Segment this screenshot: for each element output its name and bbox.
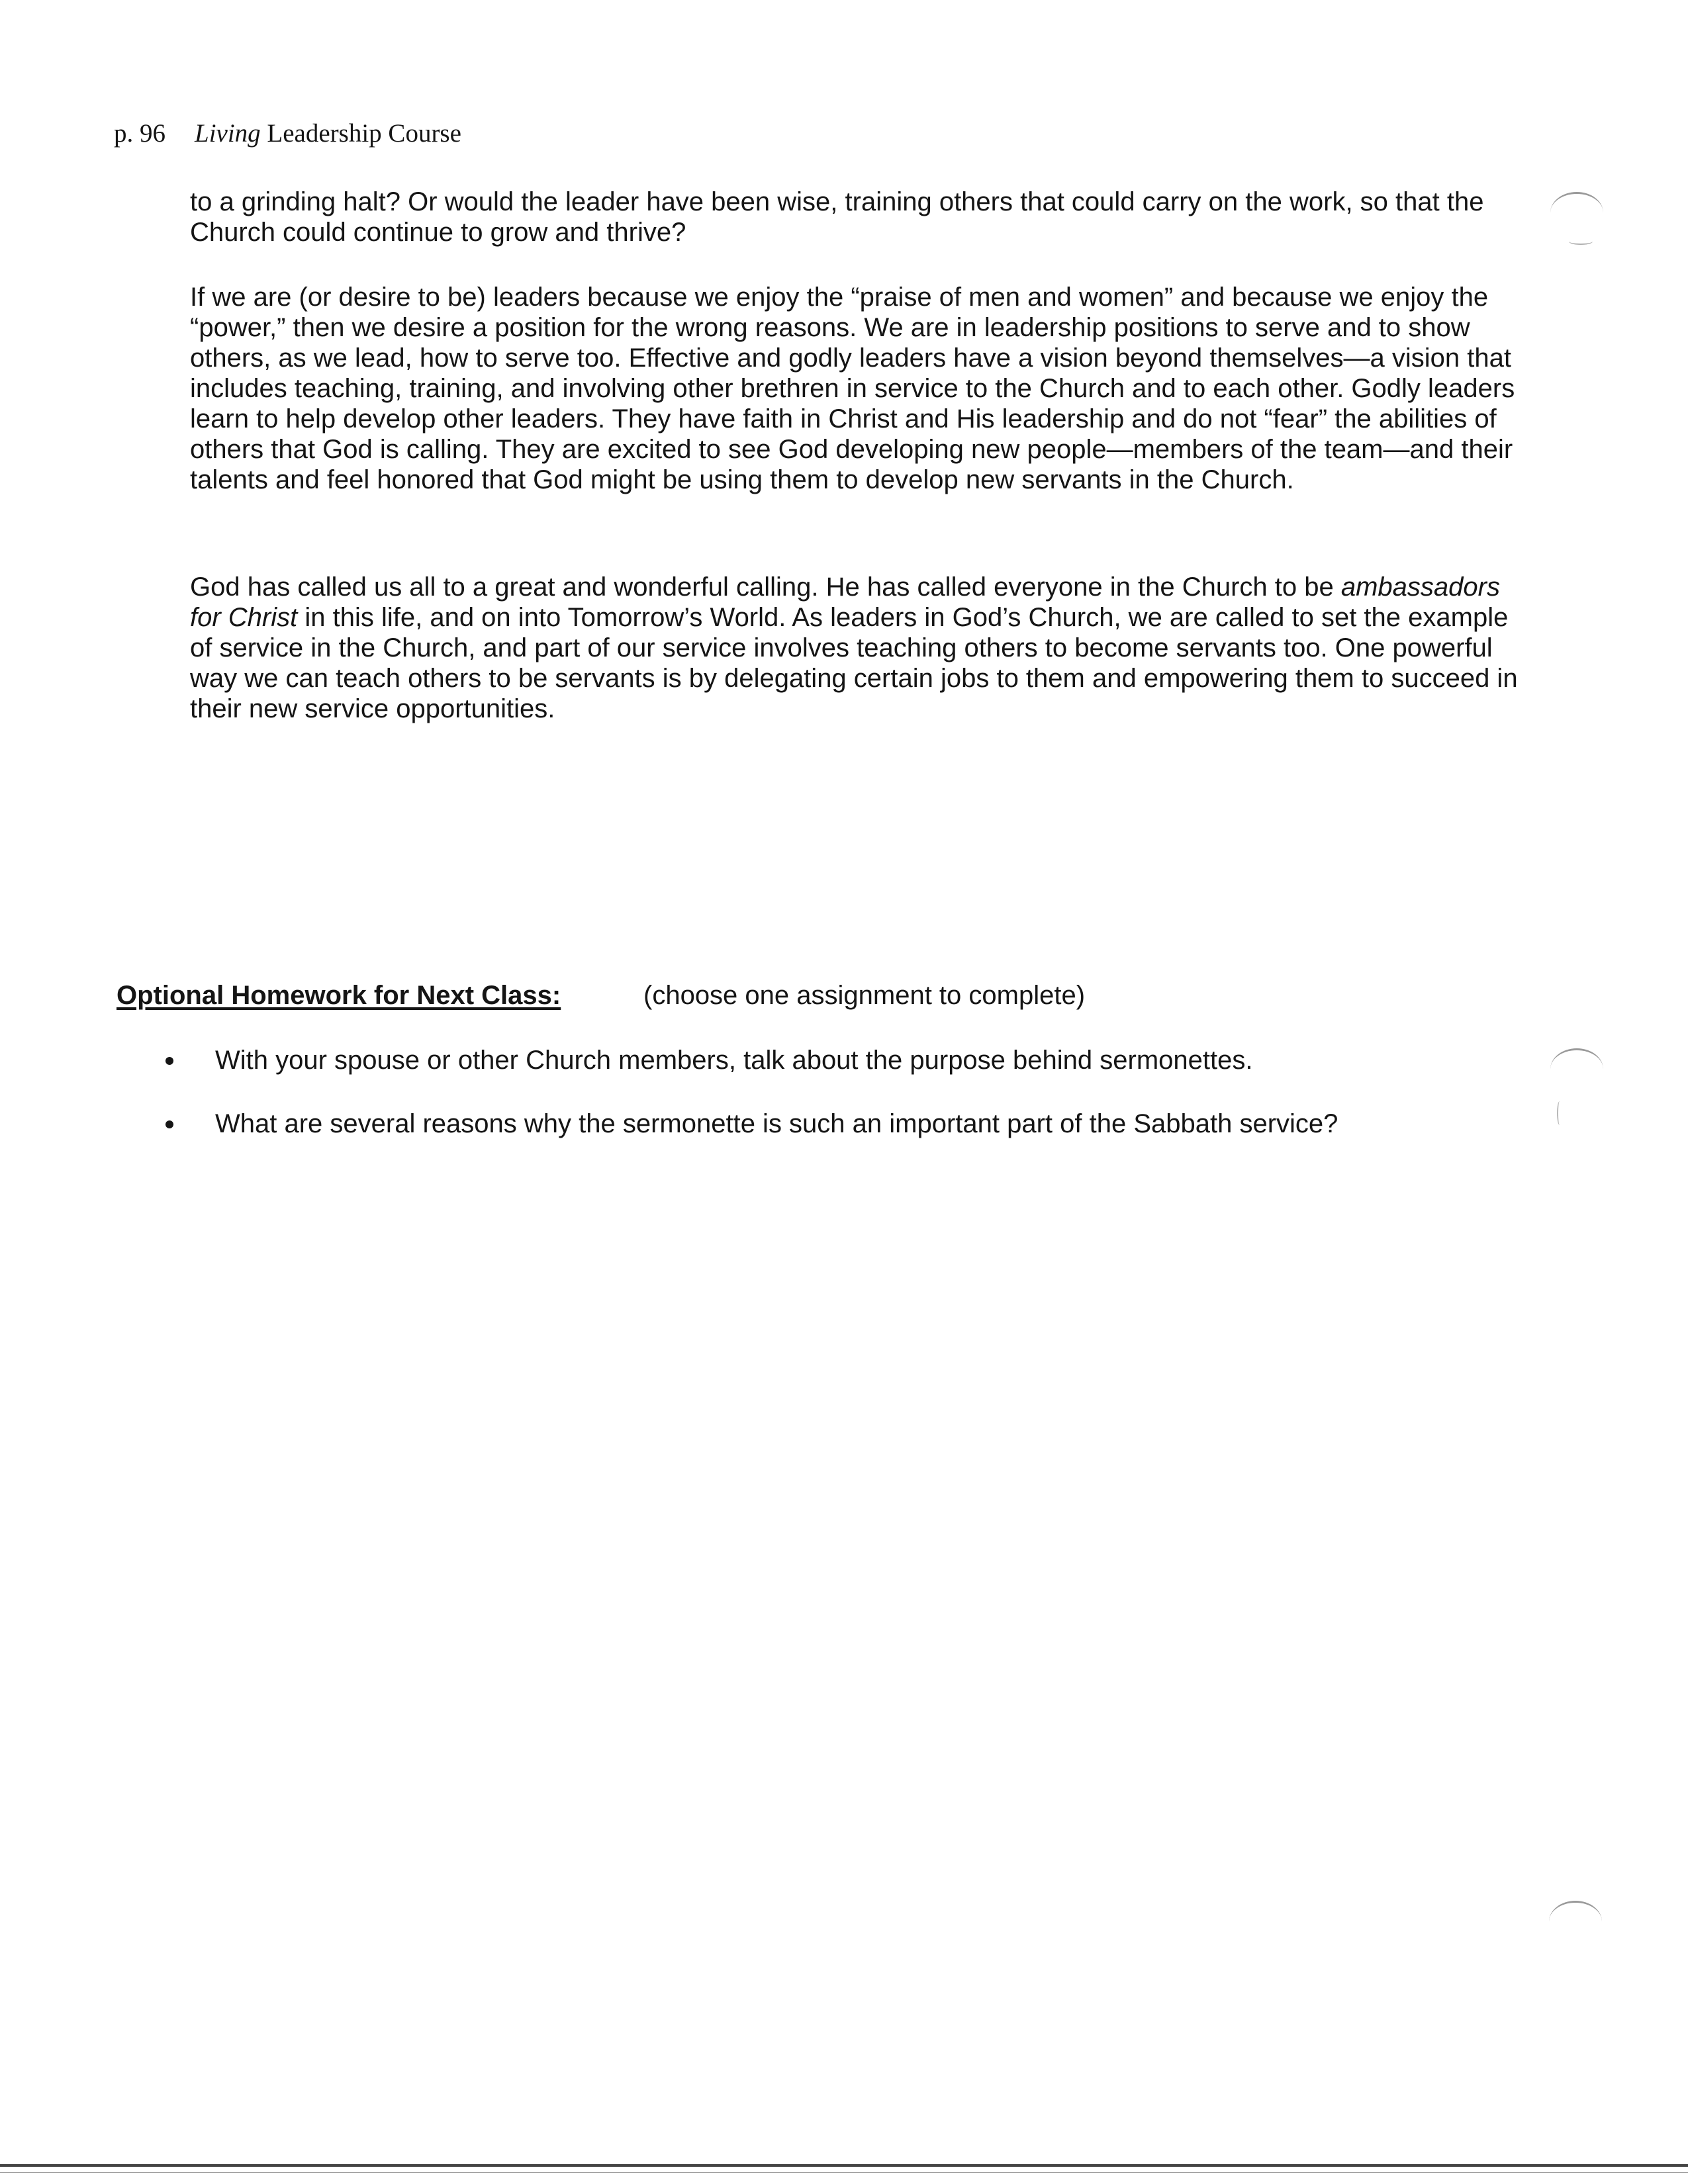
binder-hole-mark [1569, 238, 1593, 245]
page-header [114, 118, 461, 150]
homework-note: (choose one assignment to complete) [643, 981, 1086, 1010]
scan-edge-line [0, 2164, 1688, 2167]
paragraph-3-start: God has called us all to a great and wonderful calling. He has called everyone in the Church to be [190, 572, 1341, 602]
paragraph-2 [190, 282, 1534, 495]
binder-hole-mark [1550, 1048, 1603, 1090]
binder-hole-mark [1550, 192, 1603, 234]
paragraph-1 [190, 187, 1534, 248]
paragraph-3-text [190, 572, 1534, 724]
paragraph-3 [190, 572, 1534, 724]
list-item [159, 1108, 1338, 1140]
paragraph-1-text: to a grinding halt? Or would the leader have been wise, training others that could carry on the work, so that the Church could continue to grow and thrive? [190, 187, 1484, 247]
binder-hole-mark [1549, 1901, 1602, 1942]
page-number: p. 96 [114, 119, 165, 148]
homework-title: Optional Homework for Next Class: [117, 981, 561, 1010]
homework-item-text: What are several reasons why the sermonette is such an important part of the Sabbath service? [215, 1109, 1338, 1138]
homework-item-text: With your spouse or other Church members, talk about the purpose behind sermonettes. [215, 1046, 1253, 1075]
binder-hole-mark [1557, 1101, 1562, 1125]
paragraph-2-text: If we are (or desire to be) leaders because we enjoy the “praise of men and women” and because we enjoy the “power,” then we desire a position for the wrong reasons. We are in leadership positions to serve and to show others, as we lead, how to serve too. Effective and godly leaders have a vision beyond themselves—a vision that includes teaching, training, and involving other brethren in service to the Church and to each other. Godly leaders learn to help develop other leaders. They have faith in Christ and His leadership and do not “fear” the abilities of others that God is calling. They are excited to see God developing new people—members of the team—and their talents and feel honored that God might be using them to develop new servants in the Church. [190, 283, 1515, 494]
bullet-icon [165, 1120, 173, 1128]
course-title-italic: Living [195, 119, 261, 148]
scan-edge-line [0, 2172, 1688, 2173]
paragraph-3-end: in this life, and on into Tomorrow’s World. As leaders in God’s Church, we are called to set the example of service in the Church, and part of our service involves teaching others to become servants too. One powerful way we can teach others to be servants is by delegating certain jobs to them and empowering them to succeed in their new service opportunities. [190, 603, 1518, 723]
homework-list [159, 1044, 1338, 1171]
course-title-rest: Leadership Course [260, 119, 461, 148]
homework-heading [117, 979, 1086, 1011]
paragraph-3-italic: ambassadors for Christ [190, 572, 1500, 632]
list-item [159, 1044, 1338, 1076]
bullet-icon [165, 1057, 173, 1065]
